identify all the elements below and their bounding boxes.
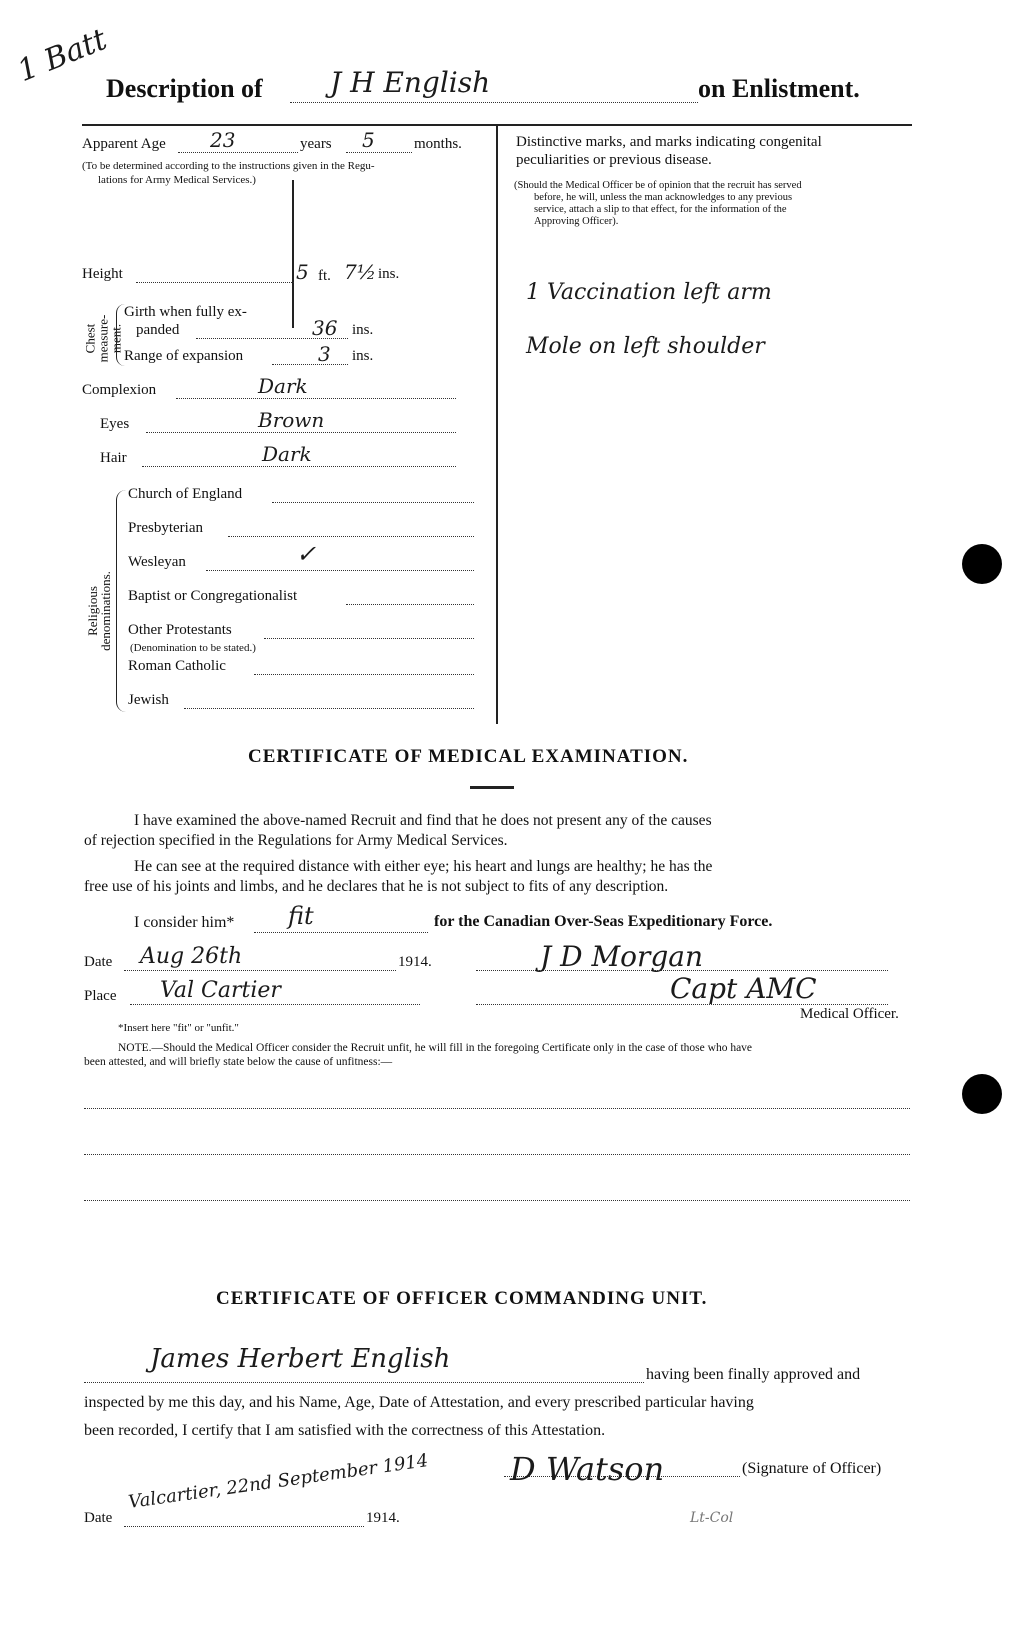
chest-group-label-2: measure- <box>95 314 111 363</box>
commanding-line3: been recorded, I certify that I am satisfied with the correctness of this Attestation. <box>84 1422 606 1439</box>
religion-baptist: Baptist or Congregationalist <box>128 588 298 604</box>
medical-para1-line2: of rejection specified in the Regulations for Army Medical Services. <box>84 832 508 849</box>
commanding-title: CERTIFICATE OF OFFICER COMMANDING UNIT. <box>216 1288 708 1309</box>
medical-note-line1: NOTE.—Should the Medical Officer consider the Recruit unfit, he will fill in the foregoing Certificate only in the case of those who have <box>118 1042 753 1054</box>
age-years-label: years <box>300 136 332 152</box>
medical-consider-line <box>254 932 428 933</box>
medical-signature: J D Morgan <box>540 940 704 973</box>
medical-title-rule <box>470 786 514 789</box>
religion-group-label <box>86 523 114 699</box>
religion-roman-catholic: Roman Catholic <box>128 658 226 674</box>
marks-note-4: Approving Officer). <box>534 216 619 227</box>
height-ft-label: ft. <box>318 268 331 284</box>
unfitness-line-2 <box>84 1154 910 1155</box>
commanding-date-value: Valcartier, 22nd September 1914 <box>127 1450 430 1513</box>
marks-note-1: (Should the Medical Officer be of opinion that the recruit has served <box>514 180 802 191</box>
value-column-divider <box>292 180 294 328</box>
height-label: Height <box>82 266 123 282</box>
religion-other-note: (Denomination to be stated.) <box>130 642 256 654</box>
height-line <box>136 282 294 283</box>
religion-other-protestants: Other Protestants <box>128 622 232 638</box>
eyes-value: Brown <box>258 408 325 432</box>
range-value: 3 <box>318 342 331 366</box>
title-prefix: Description of <box>106 74 263 103</box>
hair-line <box>142 466 456 467</box>
medical-consider-prefix: I consider him* <box>134 914 235 931</box>
age-months-value: 5 <box>362 128 375 152</box>
chest-group-label-1: Chest <box>82 323 98 354</box>
commanding-stamp-note: Lt-Col <box>690 1510 734 1526</box>
commanding-name-value: James Herbert English <box>150 1344 451 1374</box>
medical-date-label: Date <box>84 954 113 970</box>
girth-value: 36 <box>312 316 338 340</box>
religion-wesleyan: Wesleyan <box>128 554 186 570</box>
girth-label-2: panded <box>136 322 180 338</box>
title-name: J H English <box>330 66 491 99</box>
height-in-value: 7½ <box>344 260 377 284</box>
marks-heading-1: Distinctive marks, and marks indicating congenital <box>516 134 822 150</box>
commanding-signature-label: (Signature of Officer) <box>742 1460 882 1477</box>
medical-date-year: 1914. <box>398 954 432 970</box>
religion-group-label-2: denominations. <box>98 571 113 651</box>
hair-label: Hair <box>100 450 127 466</box>
complexion-label: Complexion <box>82 382 157 398</box>
religion-line-3 <box>206 570 474 571</box>
commanding-date-year: 1914. <box>366 1510 400 1526</box>
medical-officer-label: Medical Officer. <box>800 1006 899 1022</box>
marks-note-2: before, he will, unless the man acknowledges to any previous <box>534 192 793 203</box>
age-years-line <box>178 152 298 153</box>
religion-line-5 <box>264 638 474 639</box>
religion-line-7 <box>184 708 474 709</box>
chest-group-label-3: ment. <box>108 323 124 354</box>
marks-entry-2: Mole on left shoulder <box>526 334 765 359</box>
religion-line-6 <box>254 674 474 675</box>
age-label: Apparent Age <box>82 136 166 152</box>
range-line <box>272 364 348 365</box>
medical-consider-value: fit <box>288 902 314 930</box>
religion-line-4 <box>346 604 474 605</box>
range-unit: ins. <box>352 348 374 364</box>
age-note-2: lations for Army Medical Services.) <box>98 174 256 186</box>
eyes-line <box>146 432 456 433</box>
medical-place-line <box>130 1004 420 1005</box>
height-ft-value: 5 <box>296 260 309 284</box>
commanding-date-line <box>124 1526 364 1527</box>
range-label: Range of expansion <box>124 348 244 364</box>
girth-label-1: Girth when fully ex- <box>124 304 247 320</box>
complexion-line <box>176 398 456 399</box>
religion-line-1 <box>272 502 474 503</box>
age-months-label: months. <box>414 136 462 152</box>
religion-church-of-england: Church of England <box>128 486 243 502</box>
medical-para2-line1: He can see at the required distance with either eye; his heart and lungs are healthy; he has the <box>134 858 713 875</box>
marks-entry-1: 1 Vaccination left arm <box>526 280 772 305</box>
age-note-1: (To be determined according to the instructions given in the Regu- <box>82 160 375 172</box>
commanding-name-line <box>84 1382 644 1383</box>
medical-note-line2: been attested, and will briefly state below the cause of unfitness:— <box>84 1056 393 1068</box>
medical-footnote: *Insert here "fit" or "unfit." <box>118 1022 239 1034</box>
religion-jewish: Jewish <box>128 692 169 708</box>
medical-place-label: Place <box>84 988 117 1004</box>
commanding-line2: inspected by me this day, and his Name, Age, Date of Attestation, and every prescribed particular having <box>84 1394 754 1411</box>
age-months-line <box>346 152 412 153</box>
religion-line-2 <box>228 536 474 537</box>
complexion-value: Dark <box>258 374 308 398</box>
medical-date-value: Aug 26th <box>140 944 243 969</box>
commanding-date-label: Date <box>84 1510 113 1526</box>
medical-title: CERTIFICATE OF MEDICAL EXAMINATION. <box>248 746 689 767</box>
medical-para1-line1: I have examined the above-named Recruit and find that he does not present any of the causes <box>134 812 712 829</box>
religion-presbyterian: Presbyterian <box>128 520 203 536</box>
medical-date-line <box>124 970 396 971</box>
punch-hole-lower <box>962 1074 1002 1114</box>
title-name-line <box>290 102 698 103</box>
corner-note: 1 Batt <box>12 21 112 90</box>
medical-place-value: Val Cartier <box>160 978 281 1003</box>
religion-wesleyan-mark: ✓ <box>296 540 317 568</box>
punch-hole-upper <box>962 544 1002 584</box>
commanding-signature: D Watson <box>510 1450 665 1488</box>
medical-signature-rank: Capt AMC <box>670 972 817 1005</box>
hair-value: Dark <box>262 442 312 466</box>
marks-note-3: service, attach a slip to that effect, for the information of the <box>534 204 787 215</box>
unfitness-line-1 <box>84 1108 910 1109</box>
age-years-value: 23 <box>210 128 236 152</box>
eyes-label: Eyes <box>100 416 130 432</box>
height-in-label: ins. <box>378 266 400 282</box>
unfitness-line-3 <box>84 1200 910 1201</box>
religion-group-label-1: Religious <box>85 586 100 636</box>
marks-heading-2: peculiarities or previous disease. <box>516 152 712 168</box>
commanding-line1-suffix: having been finally approved and <box>646 1366 861 1383</box>
girth-unit: ins. <box>352 322 374 338</box>
centre-divider <box>496 126 498 724</box>
religion-brace <box>116 490 127 712</box>
title-suffix: on Enlistment. <box>698 74 860 103</box>
medical-para2-line2: free use of his joints and limbs, and he declares that he is not subject to fits of any description. <box>84 878 669 895</box>
medical-consider-suffix: for the Canadian Over-Seas Expeditionary Force. <box>434 913 773 930</box>
